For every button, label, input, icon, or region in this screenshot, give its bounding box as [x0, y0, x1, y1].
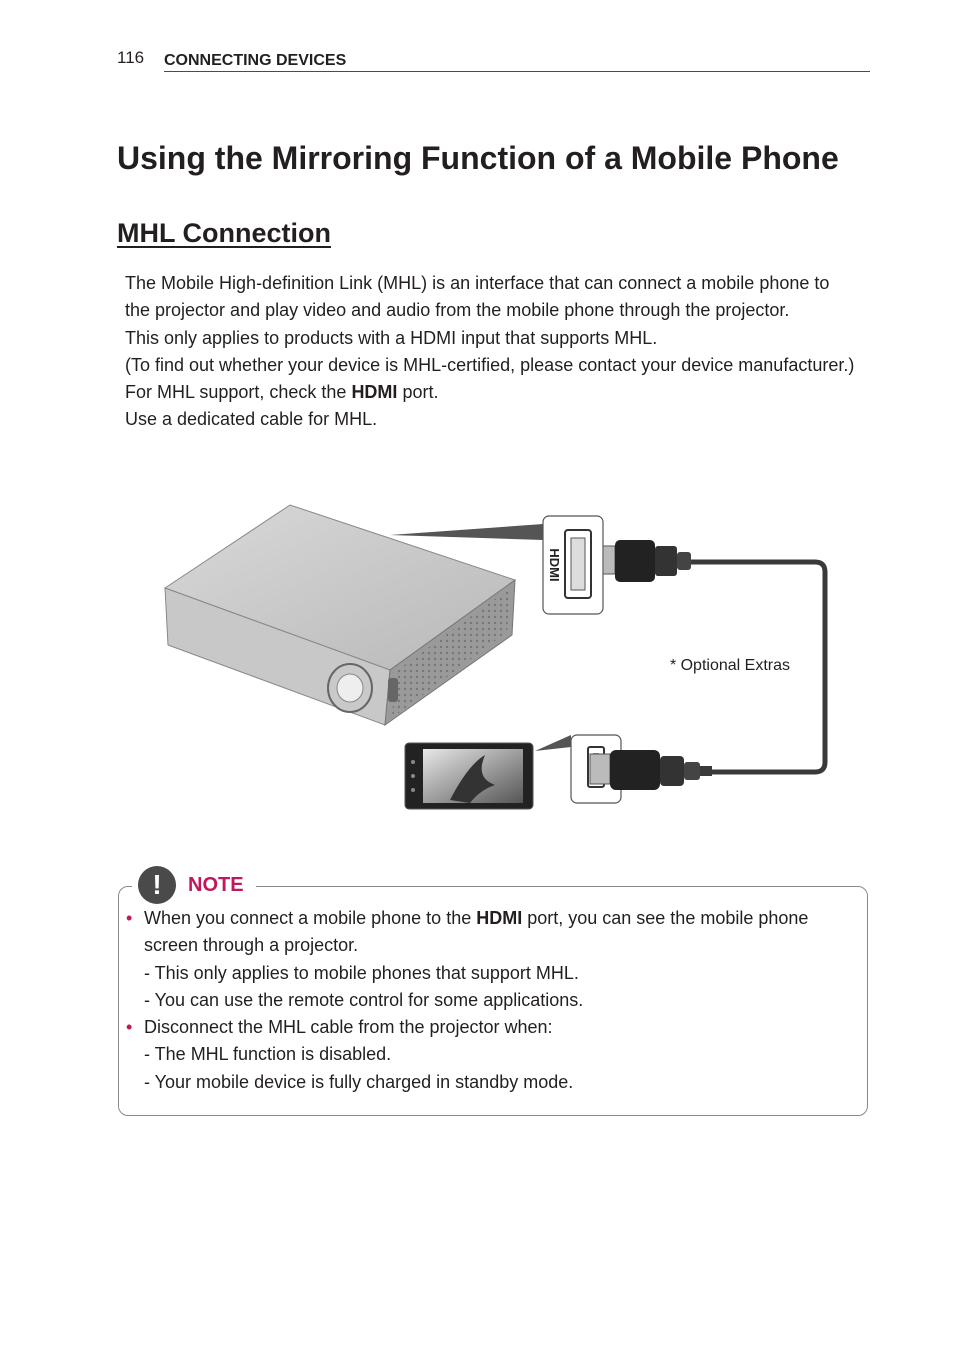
optional-extras-label: * Optional Extras: [669, 657, 790, 674]
section-title: CONNECTING DEVICES: [164, 52, 347, 69]
note-item: • When you connect a mobile phone to the HDMI port, you can see the mobile phone screen through a projector. - This only applies to mobile phones that support MHL. - You can use the remote control for some applications.: [126, 905, 846, 1014]
note-label: NOTE: [188, 873, 244, 896]
intro-paragraph: The Mobile High-definition Link (MHL) is an interface that can connect a mobile phone to the projector and play video and audio from the mobile phone through the projector.: [125, 273, 830, 321]
page-title: Using the Mirroring Function of a Mobile Phone: [117, 140, 839, 176]
projector-illustration: [165, 505, 515, 725]
note-subitem: - This only applies to mobile phones that support MHL.: [144, 962, 579, 983]
page-number: 116: [117, 48, 145, 67]
note-header: [132, 864, 256, 906]
hdmi-port-box: [543, 516, 603, 614]
note-item: • Disconnect the MHL cable from the projector when: - The MHL function is disabled. - Your mobile device is fully charged in standby mode.: [126, 1014, 846, 1096]
hdmi-connector: [603, 540, 691, 582]
hdmi-port-note: For MHL support, check the HDMI port.: [125, 382, 439, 403]
note-subitem: - The MHL function is disabled.: [144, 1044, 392, 1065]
bullet-icon: •: [126, 908, 133, 928]
body-text: [125, 270, 855, 434]
section-subtitle: MHL Connection: [117, 218, 331, 248]
exclamation-icon: !: [138, 866, 176, 904]
mobile-phone-illustration: [405, 743, 533, 809]
bullet-icon: •: [126, 1017, 133, 1038]
hdmi-logo-label: HDMI: [547, 548, 562, 582]
note-subitem: - Your mobile device is fully charged in standby mode.: [144, 1071, 574, 1092]
certification-note: (To find out whether your device is MHL-certified, please contact your device manufacturer.): [125, 354, 855, 375]
cable-note: Use a dedicated cable for MHL.: [125, 409, 378, 430]
usb-callout: [535, 735, 571, 751]
note-subitem: - You can use the remote control for some applications.: [144, 989, 584, 1010]
header-rule: [164, 71, 870, 72]
mhl-connection-diagram: [150, 500, 850, 820]
micro-usb-connector: [590, 750, 712, 790]
hdmi-requirement: This only applies to products with a HDMI input that supports MHL.: [125, 327, 658, 348]
note-body: [126, 905, 846, 1096]
port-callout: [390, 524, 543, 540]
